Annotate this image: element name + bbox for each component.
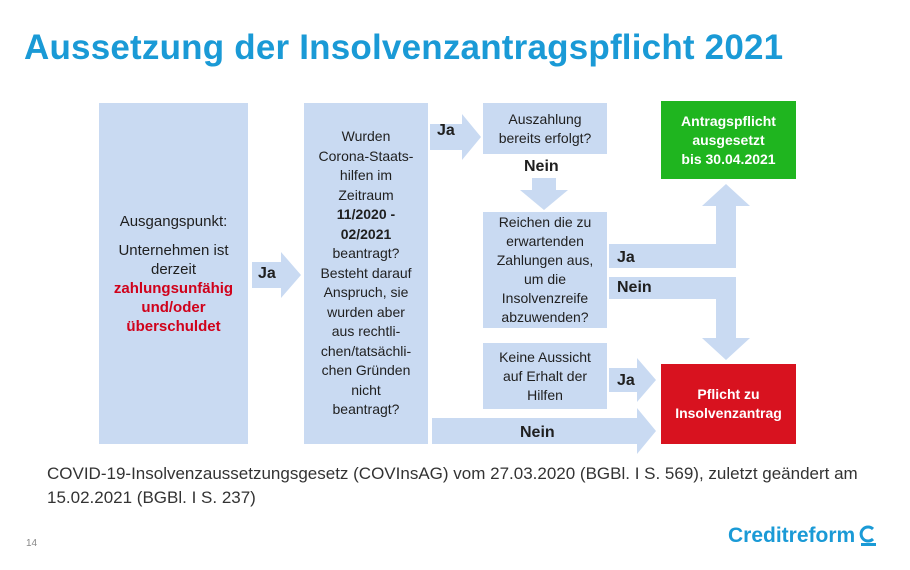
start-box: [99, 103, 248, 444]
question-line: beantragt?: [332, 401, 400, 418]
question-line: Anspruch, sie: [323, 284, 409, 301]
label-ja-question: Ja: [437, 122, 455, 139]
sufficient-line: Zahlungen aus,: [496, 252, 594, 268]
question-line: Wurden: [341, 128, 391, 145]
no-prospect-line: Keine Aussicht: [499, 348, 591, 365]
no-prospect-line: auf Erhalt der: [502, 367, 588, 384]
obligation-box: [661, 364, 796, 444]
suspended-line: Antragspflicht: [681, 112, 776, 129]
question-line: chen Gründen: [321, 362, 411, 379]
question-line: Zeitraum: [338, 186, 394, 203]
start-highlight-1: zahlungsunfähig: [113, 279, 234, 297]
page-title: Aussetzung der Insolvenzantragspflicht 2021: [24, 28, 784, 67]
sufficient-line: Insolvenzreife: [501, 290, 589, 306]
no-prospect-box: [483, 343, 607, 409]
payout-line: bereits erfolgt?: [498, 129, 592, 146]
question-line: Corona-Staats-: [318, 147, 414, 164]
start-highlight-2: und/oder: [141, 298, 206, 316]
question-line: nicht: [351, 381, 381, 398]
start-text-2: derzeit: [150, 260, 197, 278]
payout-box: [483, 103, 607, 154]
question-line: chen/tatsächli-: [320, 342, 412, 359]
question-period: 11/2020 -: [336, 206, 396, 223]
sufficient-line: um die: [523, 271, 567, 287]
question-period: 02/2021: [340, 225, 392, 242]
start-highlight-3: überschuldet: [126, 317, 221, 335]
creditreform-logo: [728, 524, 877, 548]
logo-mark-icon: [859, 525, 877, 547]
sufficient-line: abzuwenden?: [501, 309, 589, 325]
footnote: COVID-19-Insolvenzaussetzungsgesetz (COVInsAG) vom 27.03.2020 (BGBl. I S. 569), zuletzt geändert am 15.02.2021 (BGBl. I S. 237): [47, 464, 858, 507]
sufficient-line: erwartenden: [506, 233, 584, 249]
question-line: wurden aber: [327, 303, 405, 320]
label-nein-question: Nein: [520, 424, 555, 441]
label-ja-sufficient: Ja: [617, 249, 635, 266]
sufficient-line: Reichen die zu: [498, 214, 592, 230]
question-box: [304, 103, 428, 444]
arrow-payout-to-sufficient: [520, 178, 568, 210]
obligation-line: Insolvenzantrag: [675, 405, 782, 421]
question-line: hilfen im: [339, 167, 393, 184]
payout-line: Auszahlung: [508, 110, 582, 127]
obligation-line: Pflicht zu: [697, 386, 760, 402]
question-line: aus rechtli-: [331, 323, 401, 340]
start-label: Ausgangspunkt:: [119, 212, 228, 230]
logo-text: Creditreform: [728, 524, 856, 547]
sufficient-box: [483, 212, 607, 328]
suspended-box: [661, 101, 796, 179]
label-ja-start: Ja: [258, 265, 276, 282]
question-line: Besteht darauf: [320, 264, 412, 281]
suspended-line: bis 30.04.2021: [681, 150, 776, 167]
question-line: beantragt?: [332, 245, 400, 262]
label-nein-sufficient: Nein: [617, 279, 652, 296]
page-number: 14: [26, 538, 38, 549]
suspended-line: ausgesetzt: [692, 131, 765, 148]
no-prospect-line: Hilfen: [527, 386, 563, 403]
start-text-1: Unternehmen ist: [118, 241, 229, 259]
label-nein-payout: Nein: [524, 158, 559, 175]
label-ja-noprospect: Ja: [617, 372, 635, 389]
